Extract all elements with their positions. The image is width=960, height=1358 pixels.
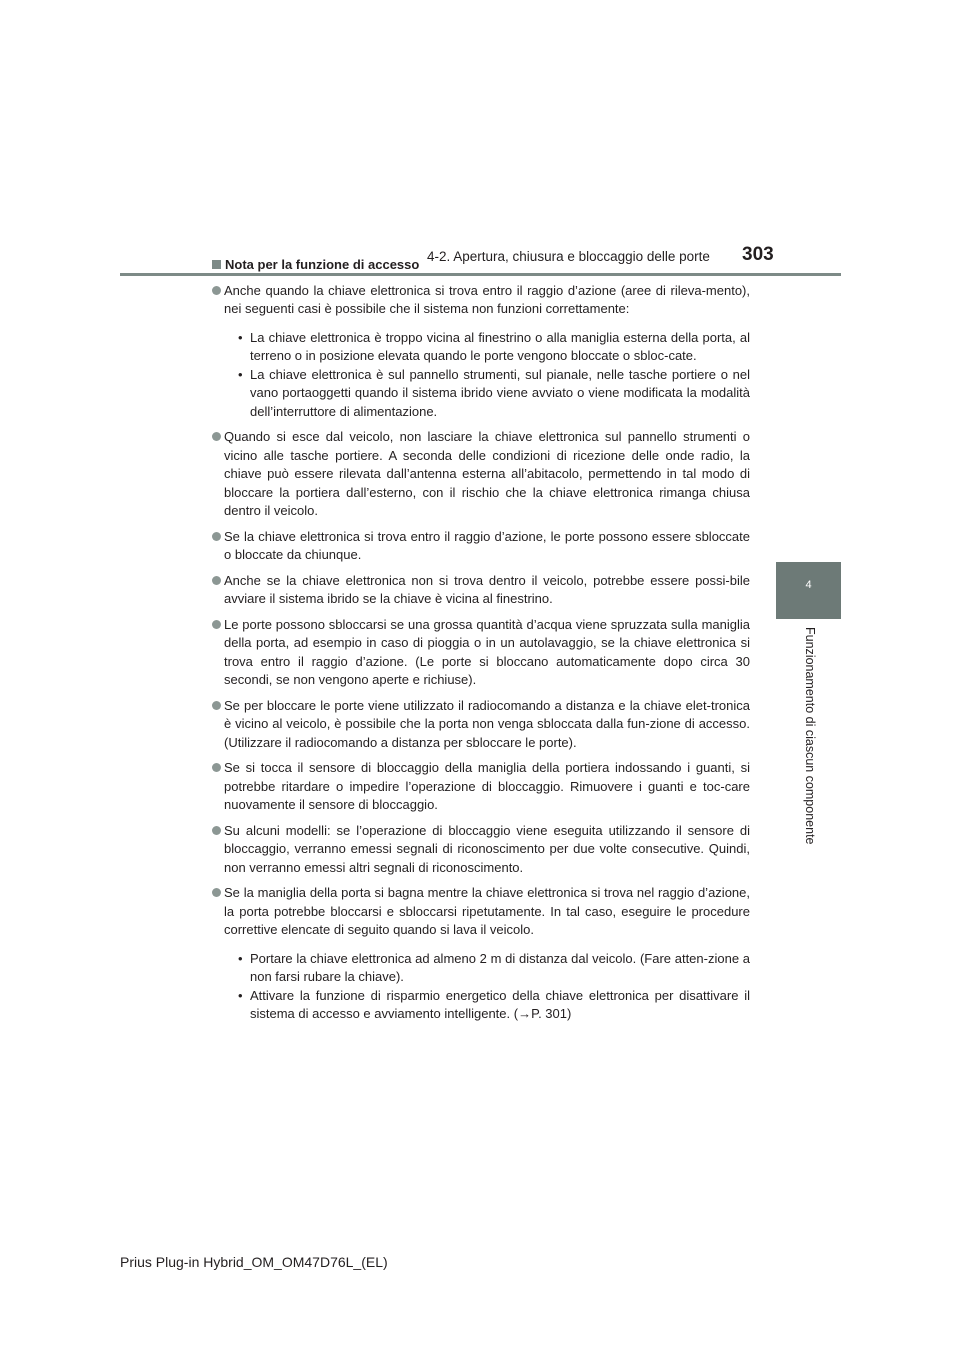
sub-list-item-text: La chiave elettronica è troppo vicina al finestrino o alla maniglia esterna della porta, al terreno o in posizione elevata quando le porte vengono bloccate o sbloc-cate. — [250, 329, 750, 363]
chapter-title: Funzionamento di ciascun componente — [803, 627, 817, 845]
sub-bullet-icon: • — [238, 987, 243, 1003]
sub-list-item — [224, 987, 750, 1024]
section-heading — [212, 256, 750, 275]
list-item-text: Le porte possono sbloccarsi se una grossa quantità d’acqua viene spruzzata sulla maniglia della porta, ad esempio in caso di pioggia o in un autolavaggio, se la chiave elettronica si trova entro il raggio d’azione. (Le porte si bloccano automaticamente dopo circa 30 secondi, se non vengono aperte e richiuse). — [224, 616, 750, 687]
round-bullet-icon — [212, 432, 221, 441]
list-item-text: Anche quando la chiave elettronica si trova entro il raggio d’azione (aree di rileva-mento), nei seguenti casi è possibile che il sistema non funzioni correttamente: — [224, 282, 750, 316]
list-item — [212, 528, 750, 565]
list-item — [212, 697, 750, 753]
round-bullet-icon — [212, 701, 221, 710]
sub-bullet-icon: • — [238, 366, 243, 382]
page-content — [212, 256, 750, 1031]
list-item-text: Se la maniglia della porta si bagna mentre la chiave elettronica si trova nel raggio d’azione, la porta potrebbe bloccarsi e sbloccarsi ripetutamente. In tal caso, eseguire le procedure correttive elencate di seguito quando si lava il veicolo. — [224, 885, 750, 937]
list-item-text: Se la chiave elettronica si trova entro il raggio d’azione, le porte possono essere sbloccate o bloccate da chiunque. — [224, 528, 750, 562]
list-item — [212, 428, 750, 521]
round-bullet-icon — [212, 826, 221, 835]
list-item — [212, 884, 750, 1024]
sub-list-item-text: Portare la chiave elettronica ad almeno 2 m di distanza dal veicolo. (Fare atten-zione a non farsi rubare la chiave). — [250, 950, 750, 984]
square-bullet-icon — [212, 260, 221, 269]
list-item — [212, 572, 750, 609]
list-item — [212, 616, 750, 690]
page-number: 303 — [742, 244, 774, 265]
list-item-text: Anche se la chiave elettronica non si trova dentro il veicolo, potrebbe essere possi-bile avviare il sistema ibrido se la chiave è vicina al finestrino. — [224, 572, 750, 606]
sub-list-item — [224, 329, 750, 366]
list-item-text: Se per bloccare le porte viene utilizzato il radiocomando a distanza e la chiave elet-tronica è vicino al veicolo, è possibile che la porta non venga sbloccata dalla fun-zione di accesso. (Utilizzare il radiocomando a distanza per sbloccare le porte). — [224, 697, 750, 750]
list-item-text: Quando si esce dal veicolo, non lasciare la chiave elettronica sul pannello strumenti o vicino alle tasche portiere. A seconda delle condizioni di ricezione delle onde radio, la chiave può essere rilevata dall’antenna esterna all’abitacolo, permettendo in tal modo di bloccare la portiera dall’esterno, con il rischio che la chiave elettronica rimanga chiusa dentro il veicolo. — [224, 429, 750, 518]
list-item-text: Se si tocca il sensore di bloccaggio della maniglia della portiera indossando i guanti, si potrebbe ritardare o impedire l’operazione di bloccaggio. Rimuovere i guanti e toc-care nuovamente il sensore di bloccaggio. — [224, 760, 750, 812]
sub-list-item-text: La chiave elettronica è sul pannello strumenti, sul pianale, nelle tasche portiere o nel vano portaoggetti quando il sistema ibrido viene avviato o viene modificata la modalità dell’interruttore di alimentazione. — [250, 366, 750, 419]
round-bullet-icon — [212, 888, 221, 897]
round-bullet-icon — [212, 532, 221, 541]
list-item — [212, 282, 750, 422]
sub-list-item — [224, 366, 750, 422]
sub-list — [224, 329, 750, 422]
round-bullet-icon — [212, 620, 221, 629]
list-item-text: Su alcuni modelli: se l’operazione di bloccaggio viene eseguita utilizzando il sensore di bloccaggio, verranno emessi segnali di riconoscimento per due volte consecutive. Quindi, non verranno emessi altri segnali di riconoscimento. — [224, 822, 750, 875]
running-header: 4-2. Apertura, chiusura e bloccaggio delle porte — [427, 249, 710, 264]
footer-model-code: Prius Plug-in Hybrid_OM_OM47D76L_(EL) — [120, 1254, 388, 1270]
sub-list-item-text: Attivare la funzione di risparmio energetico della chiave elettronica per disattivare il sistema di accesso e avviamento intelligente. (→P. 301) — [250, 987, 750, 1021]
list-item — [212, 822, 750, 878]
chapter-number: 4 — [805, 579, 812, 591]
round-bullet-icon — [212, 286, 221, 295]
section-title: Nota per la funzione di accesso — [225, 257, 420, 272]
chapter-tab — [776, 562, 841, 619]
list-item — [212, 759, 750, 815]
sub-list — [224, 950, 750, 1024]
round-bullet-icon — [212, 576, 221, 585]
sub-list-item — [224, 950, 750, 987]
round-bullet-icon — [212, 763, 221, 772]
sub-bullet-icon: • — [238, 950, 243, 966]
sub-bullet-icon: • — [238, 329, 243, 345]
